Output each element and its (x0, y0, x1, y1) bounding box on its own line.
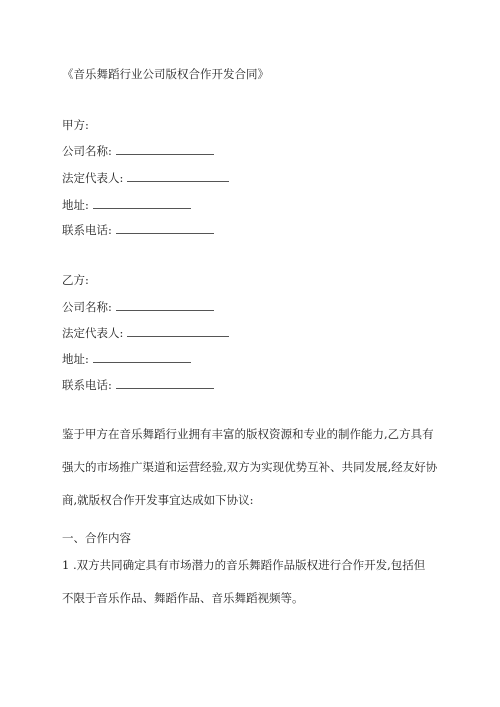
party-b-company-label: 公司名称: (62, 300, 112, 314)
party-a-address-row (62, 197, 191, 213)
party-a-company-row (62, 143, 214, 159)
party-a-company-label: 公司名称: (62, 144, 112, 158)
party-b-address-field[interactable] (93, 352, 191, 363)
party-b-rep-field[interactable] (127, 326, 229, 337)
party-a-phone-field[interactable] (116, 223, 214, 234)
party-b-address-label: 地址: (62, 352, 89, 366)
party-a-phone-row (62, 222, 214, 238)
party-a-company-field[interactable] (116, 144, 214, 155)
party-b-heading: 乙方: (62, 273, 89, 287)
party-b-company-row (62, 299, 214, 315)
preamble-paragraph: 鉴于甲方在音乐舞蹈行业拥有丰富的版权资源和专业的制作能力,乙方具有强大的市场推广渠道和运营经验,双方为实现优势互补、共同发展,经友好协商,就版权合作开发事宜达成如下协议: (62, 427, 438, 507)
section-1-clause-1: 1 .双方共同确定具有市场潜力的音乐舞蹈作品版权进行合作开发,包括但不限于音乐作品、舞蹈作品、音乐舞蹈视频等。 (62, 558, 426, 605)
party-b-phone-field[interactable] (116, 378, 214, 389)
party-a-rep-row (62, 170, 229, 186)
party-a-phone-label: 联系电话: (62, 223, 112, 237)
party-a-address-field[interactable] (93, 198, 191, 209)
party-b-phone-row (62, 377, 214, 393)
section-1-heading: 一、合作内容 (62, 531, 131, 545)
party-b-rep-label: 法定代表人: (62, 326, 124, 340)
party-a-rep-label: 法定代表人: (62, 171, 124, 185)
party-a-rep-field[interactable] (127, 171, 229, 182)
party-a-heading: 甲方: (62, 118, 89, 132)
party-b-company-field[interactable] (116, 300, 214, 311)
document-title: 《音乐舞蹈行业公司版权合作开发合同》 (62, 67, 269, 81)
party-b-rep-row (62, 325, 229, 341)
party-a-address-label: 地址: (62, 198, 89, 212)
party-b-phone-label: 联系电话: (62, 378, 112, 392)
party-b-address-row (62, 351, 191, 367)
